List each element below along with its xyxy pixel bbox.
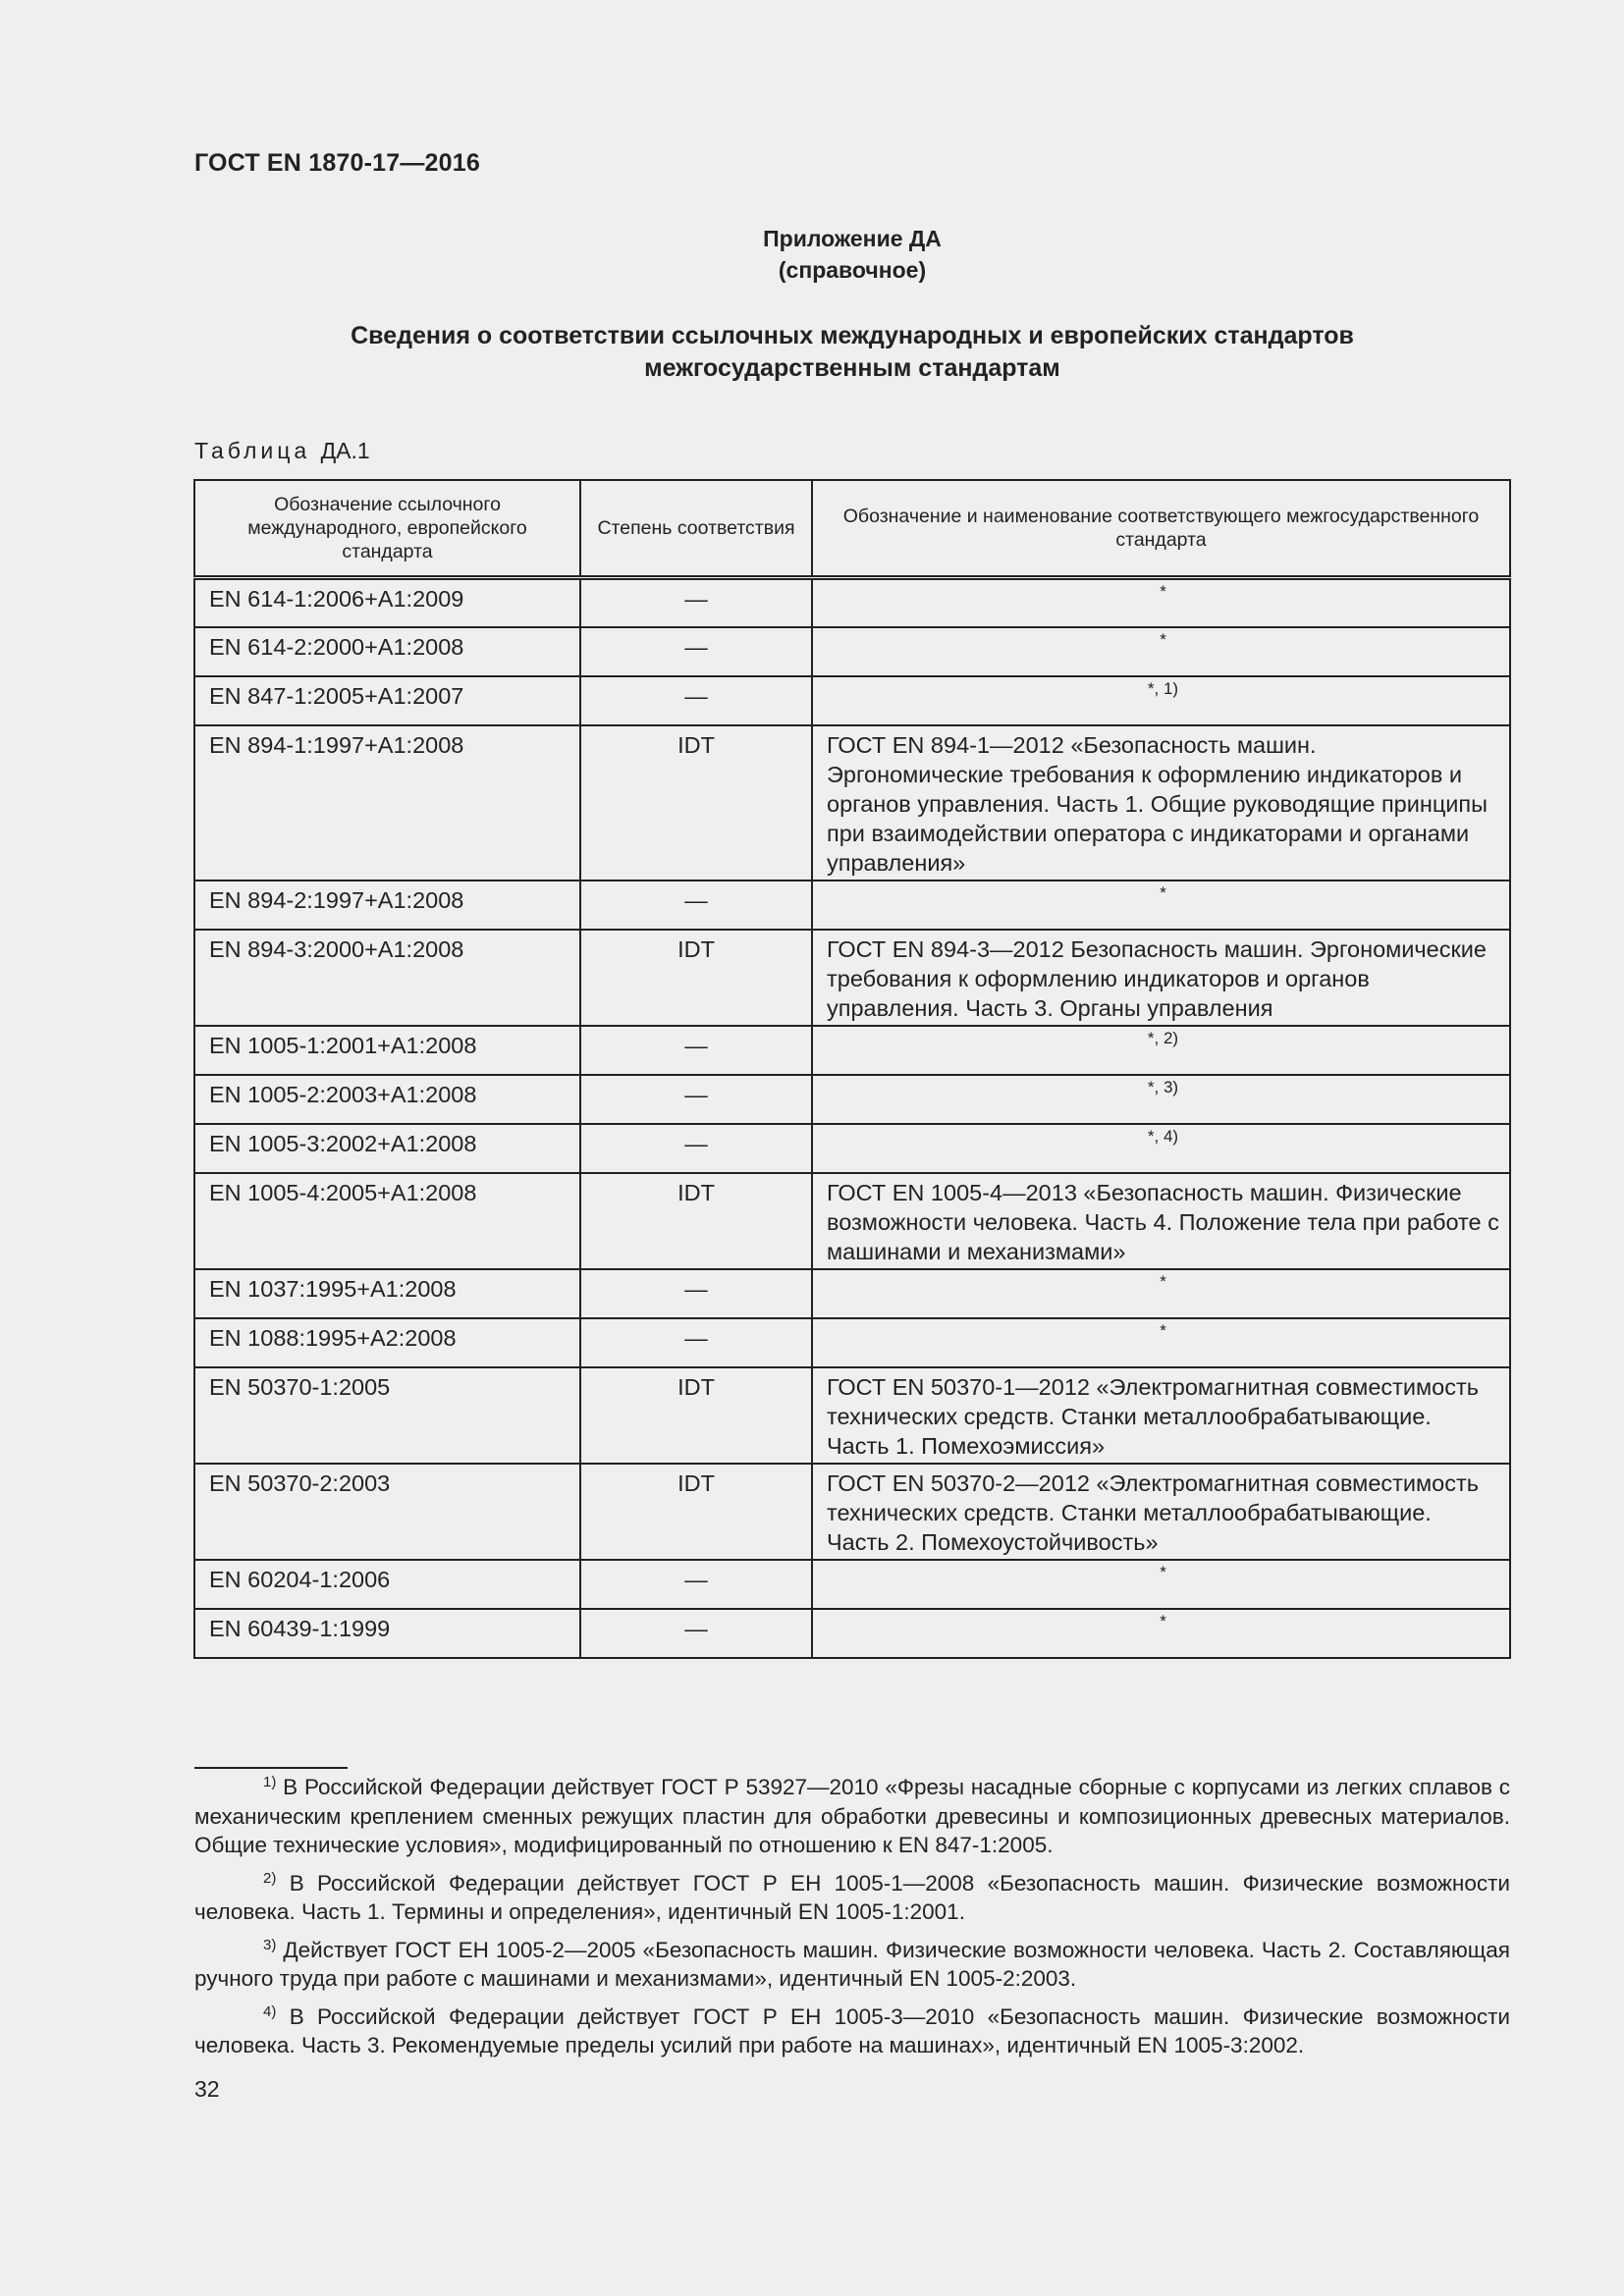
interstate-standard-cell: *, 4) [812, 1124, 1510, 1173]
degree-cell: — [580, 881, 812, 930]
appendix-subtitle: (справочное) [778, 257, 927, 283]
degree-cell: IDT [580, 1173, 812, 1269]
footnote [194, 1936, 1510, 1994]
reference-standard-cell: EN 1005-4:2005+A1:2008 [194, 1173, 580, 1269]
interstate-standard-cell: *, 1) [812, 676, 1510, 725]
reference-standard-cell: EN 1005-3:2002+A1:2008 [194, 1124, 580, 1173]
footnote [194, 2002, 1510, 2060]
reference-standard-cell: EN 50370-1:2005 [194, 1367, 580, 1464]
table-header-row [194, 480, 1510, 578]
reference-standard-cell: EN 60439-1:1999 [194, 1609, 580, 1658]
table-row [194, 578, 1510, 627]
interstate-standard-cell: * [812, 627, 1510, 676]
footnote-text: В Российской Федерации действует ГОСТ Р ЕН 1005-3—2010 «Безопасность машин. Физические возможности человека. Часть 3. Рекомендуемые пределы усилий при работе на машинах», идентичный EN 1005-3:2002. [194, 2003, 1510, 2057]
table-row [194, 1026, 1510, 1075]
interstate-standard-cell: * [812, 881, 1510, 930]
degree-cell: IDT [580, 725, 812, 881]
footnote [194, 1869, 1510, 1927]
table-row [194, 1075, 1510, 1124]
section-title [194, 320, 1510, 385]
degree-cell: IDT [580, 930, 812, 1026]
table-row [194, 1269, 1510, 1318]
table-row [194, 1560, 1510, 1609]
degree-cell: — [580, 1318, 812, 1367]
appendix-title: Приложение ДА [763, 226, 942, 251]
reference-standard-cell: EN 894-3:2000+A1:2008 [194, 930, 580, 1026]
degree-cell: — [580, 1269, 812, 1318]
degree-cell: — [580, 1609, 812, 1658]
interstate-standard-cell: * [812, 1609, 1510, 1658]
footnote-mark: 2) [263, 1869, 277, 1887]
table-caption-number: ДА.1 [320, 438, 370, 463]
degree-cell: — [580, 1026, 812, 1075]
reference-standard-cell: EN 614-1:2006+A1:2009 [194, 578, 580, 627]
correspondence-table [193, 479, 1511, 1659]
section-title-line-2: межгосударственным стандартам [644, 354, 1060, 382]
table-row [194, 627, 1510, 676]
degree-cell: — [580, 578, 812, 627]
table-row [194, 1173, 1510, 1269]
footnotes [194, 1773, 1510, 2069]
degree-cell: — [580, 1560, 812, 1609]
reference-standard-cell: EN 894-1:1997+A1:2008 [194, 725, 580, 881]
footnote-mark: 3) [263, 1936, 277, 1953]
interstate-standard-cell: ГОСТ EN 50370-1—2012 «Электромагнитная совместимость технических средств. Станки металлообрабатывающие. Часть 1. Помехоэмиссия» [812, 1367, 1510, 1464]
table-row [194, 1609, 1510, 1658]
table-row [194, 930, 1510, 1026]
interstate-standard-cell: ГОСТ EN 1005-4—2013 «Безопасность машин. Физические возможности человека. Часть 4. Положение тела при работе с машинами и механизмами» [812, 1173, 1510, 1269]
degree-cell: IDT [580, 1367, 812, 1464]
header-reference-standard: Обозначение ссылочного международного, европейского стандарта [194, 480, 580, 578]
footnote [194, 1773, 1510, 1860]
table-row [194, 1367, 1510, 1464]
page-number: 32 [194, 2076, 220, 2102]
table-caption-label: Таблица [194, 438, 311, 463]
reference-standard-cell: EN 1037:1995+A1:2008 [194, 1269, 580, 1318]
table-row [194, 676, 1510, 725]
footnote-text: В Российской Федерации действует ГОСТ Р 53927—2010 «Фрезы насадные сборные с корпусами из легких сплавов с механическим креплением сменных режущих пластин для обработки древесины и композиционных древесных материалов. Общие технические условия», модифицированный по отношению к EN 847-1:2005. [194, 1775, 1510, 1857]
footnote-mark: 1) [263, 1774, 277, 1790]
interstate-standard-cell: ГОСТ EN 894-3—2012 Безопасность машин. Эргономические требования к оформлению индикаторов и органов управления. Часть 3. Органы управления [812, 930, 1510, 1026]
footnote-divider [194, 1767, 348, 1769]
section-title-line-1: Сведения о соответствии ссылочных международных и европейских стандартов [351, 322, 1354, 349]
table-row [194, 725, 1510, 881]
degree-cell: IDT [580, 1464, 812, 1560]
degree-cell: — [580, 676, 812, 725]
interstate-standard-cell: *, 3) [812, 1075, 1510, 1124]
table-row [194, 1318, 1510, 1367]
footnote-text: В Российской Федерации действует ГОСТ Р ЕН 1005-1—2008 «Безопасность машин. Физические возможности человека. Часть 1. Термины и определения», идентичный EN 1005-1:2001. [194, 1870, 1510, 1924]
interstate-standard-cell: * [812, 1269, 1510, 1318]
interstate-standard-cell: ГОСТ EN 50370-2—2012 «Электромагнитная совместимость технических средств. Станки металлообрабатывающие. Часть 2. Помехоустойчивость» [812, 1464, 1510, 1560]
header-degree-of-conformity: Степень соответствия [580, 480, 812, 578]
interstate-standard-cell: * [812, 578, 1510, 627]
table-row [194, 1464, 1510, 1560]
degree-cell: — [580, 1075, 812, 1124]
degree-cell: — [580, 627, 812, 676]
table-row [194, 881, 1510, 930]
interstate-standard-cell: * [812, 1560, 1510, 1609]
reference-standard-cell: EN 60204-1:2006 [194, 1560, 580, 1609]
reference-standard-cell: EN 50370-2:2003 [194, 1464, 580, 1560]
reference-standard-cell: EN 614-2:2000+A1:2008 [194, 627, 580, 676]
table-caption [194, 438, 370, 464]
footnote-text: Действует ГОСТ ЕН 1005-2—2005 «Безопасность машин. Физические возможности человека. Часть 2. Составляющая ручного труда при работе с машинами и механизмами», идентичный EN 1005-2:2003. [194, 1937, 1510, 1991]
reference-standard-cell: EN 894-2:1997+A1:2008 [194, 881, 580, 930]
document-code: ГОСТ EN 1870-17—2016 [194, 149, 480, 177]
table-row [194, 1124, 1510, 1173]
interstate-standard-cell: * [812, 1318, 1510, 1367]
interstate-standard-cell: ГОСТ EN 894-1—2012 «Безопасность машин. Эргономические требования к оформлению индикаторов и органов управления. Часть 1. Общие руководящие принципы при взаимодействии оператора с индикаторами и органами управления» [812, 725, 1510, 881]
table-body [194, 578, 1510, 1658]
reference-standard-cell: EN 847-1:2005+A1:2007 [194, 676, 580, 725]
header-interstate-standard: Обозначение и наименование соответствующего межгосударственного стандарта [812, 480, 1510, 578]
reference-standard-cell: EN 1005-2:2003+A1:2008 [194, 1075, 580, 1124]
reference-standard-cell: EN 1088:1995+A2:2008 [194, 1318, 580, 1367]
reference-standard-cell: EN 1005-1:2001+A1:2008 [194, 1026, 580, 1075]
interstate-standard-cell: *, 2) [812, 1026, 1510, 1075]
footnote-mark: 4) [263, 2002, 277, 2020]
degree-cell: — [580, 1124, 812, 1173]
